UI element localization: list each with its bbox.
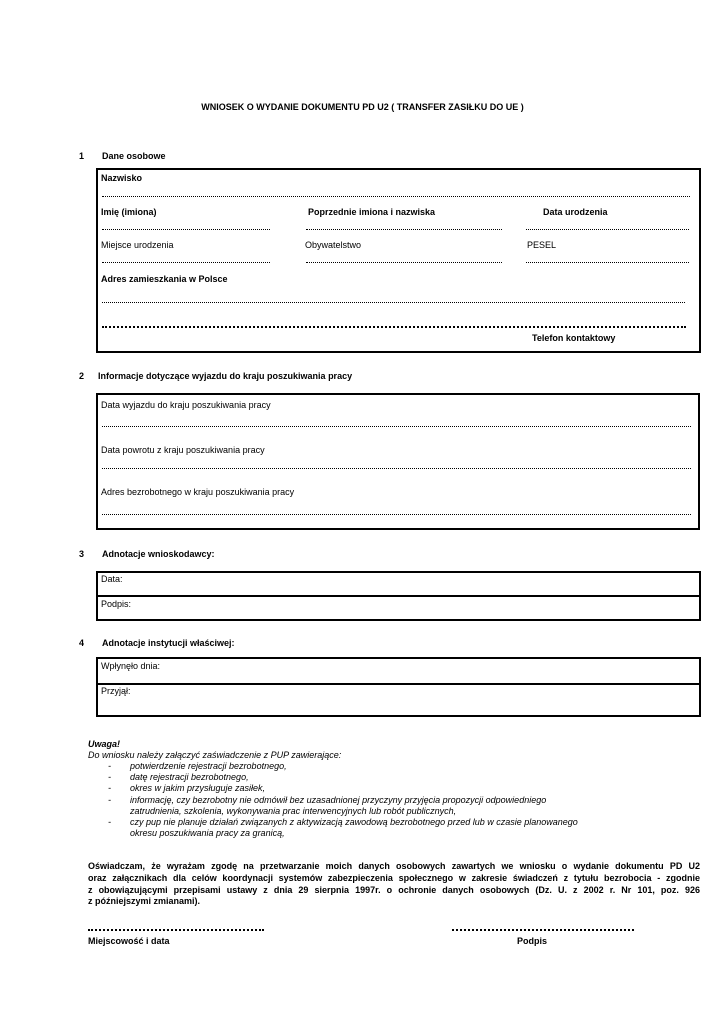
label-miejsce-urodzenia: Miejsce urodzenia (101, 240, 174, 250)
label-data-powrotu: Data powrotu z kraju poszukiwania pracy (101, 445, 265, 455)
list-item: czy pup nie planuje działań związanych z aktywizacją zawodową bezrobotnego przed lub w czasie planowanego (130, 817, 578, 827)
field-pesel[interactable] (526, 262, 689, 263)
list-bullet: - (108, 772, 111, 782)
list-bullet: - (108, 795, 111, 805)
label-telefon: Telefon kontaktowy (532, 333, 616, 343)
label-nazwisko: Nazwisko (101, 173, 143, 183)
signature-line[interactable] (452, 929, 634, 931)
received-by-input[interactable] (138, 686, 692, 712)
field-poprzednie[interactable] (306, 229, 502, 230)
applicant-signature-input[interactable] (138, 599, 694, 619)
label-place-date: Miejscowość i data (88, 936, 170, 946)
section-3-number: 3 (79, 549, 85, 559)
label-poprzednie: Poprzednie imiona i nazwiska (308, 207, 436, 217)
label-adres-bezrobotnego: Adres bezrobotnego w kraju poszukiwania pracy (101, 487, 295, 497)
field-data-wyjazdu[interactable] (102, 426, 691, 427)
field-miejsce-urodzenia[interactable] (102, 262, 270, 263)
field-data-powrotu[interactable] (102, 468, 691, 469)
departure-info-box (96, 393, 700, 530)
list-item: potwierdzenie rejestracji bezrobotnego, (130, 761, 287, 771)
field-adres[interactable] (102, 302, 685, 303)
section-2-number: 2 (79, 371, 85, 381)
section-3-title: Adnotacje wnioskodawcy: (102, 549, 215, 559)
received-date-input[interactable] (168, 661, 692, 681)
declaration-line: z późniejszymi zmianami). (88, 896, 201, 906)
section-1-number: 1 (79, 151, 85, 161)
applicant-date-input[interactable] (130, 574, 694, 594)
label-adres: Adres zamieszkania w Polsce (101, 274, 228, 284)
list-bullet: - (108, 761, 111, 771)
field-imie[interactable] (102, 229, 270, 230)
list-item-continuation: okresu poszukiwania pracy za granicą, (130, 828, 285, 838)
list-bullet: - (108, 817, 111, 827)
section-4-title: Adnotacje instytucji właściwej: (102, 638, 235, 648)
field-adres-bezrobotnego[interactable] (102, 514, 691, 515)
list-item-continuation: zatrudnienia, szkolenia, wykonywania prac interwencyjnych lub robót publicznych, (130, 806, 457, 816)
label-data: Data: (101, 574, 123, 584)
document-title: WNIOSEK O WYDANIE DOKUMENTU PD U2 ( TRANSFER ZASIŁKU DO UE ) (201, 102, 524, 112)
field-nazwisko[interactable] (102, 196, 690, 197)
field-data-urodzenia[interactable] (526, 229, 689, 230)
section-2-title: Informacje dotyczące wyjazdu do kraju poszukiwania pracy (98, 371, 353, 381)
list-item: okres w jakim przysługuje zasiłek, (130, 783, 266, 793)
field-telefon[interactable] (102, 326, 686, 328)
list-item: informację, czy bezrobotny nie odmówił bez uzasadnionej przyczyny przyjęcia propozycji odpowiedniego (130, 795, 547, 805)
declaration-line: Oświadczam, że wyrażam zgodę na przetwarzanie moich danych osobowych zawartych we wniosku o wydanie dokumentu PD U2 (88, 861, 700, 871)
section-1-title: Dane osobowe (102, 151, 166, 161)
declaration-line: z obowiązującymi przepisami ustawy z dnia 29 sierpnia 1997r. o ochronie danych osobowych (Dz. U. z 2002 r. Nr 101, poz. 926 (88, 885, 700, 895)
label-podpis: Podpis: (101, 599, 132, 609)
list-item: datę rejestracji bezrobotnego, (130, 772, 249, 782)
divider (96, 595, 701, 597)
label-pesel: PESEL (527, 240, 557, 250)
label-data-urodzenia: Data urodzenia (543, 207, 608, 217)
field-obywatelstwo[interactable] (306, 262, 502, 263)
place-date-line[interactable] (88, 929, 264, 931)
label-data-wyjazdu: Data wyjazdu do kraju poszukiwania pracy (101, 400, 271, 410)
label-przyjal: Przyjął: (101, 686, 131, 696)
list-bullet: - (108, 783, 111, 793)
label-wplynelo: Wpłynęło dnia: (101, 661, 161, 671)
note-heading: Uwaga! (88, 739, 121, 749)
divider (96, 683, 701, 685)
label-imie: Imię (imiona) (101, 207, 157, 217)
label-signature: Podpis (517, 936, 548, 946)
declaration-line: oraz załącznikach dla celów koordynacji systemów zabezpieczenia społecznego w zakresie świadczeń z tytułu bezrobocia - zgodnie (88, 873, 700, 883)
section-4-number: 4 (79, 638, 85, 648)
label-obywatelstwo: Obywatelstwo (305, 240, 362, 250)
note-intro: Do wniosku należy załączyć zaświadczenie z PUP zawierające: (88, 750, 342, 760)
